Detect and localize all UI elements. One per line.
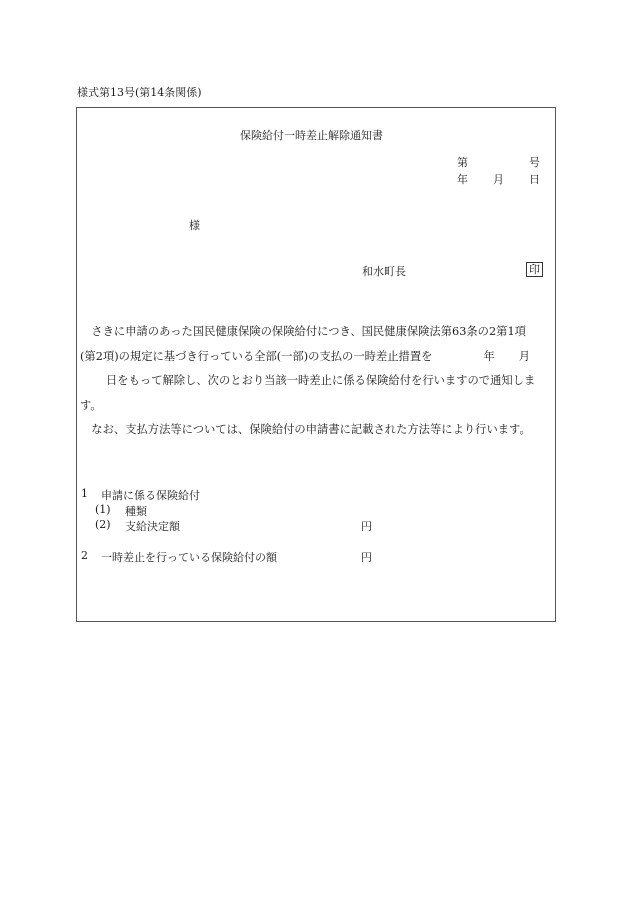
sender-name: 和水町長 <box>362 265 406 278</box>
ref-dai: 第 <box>457 156 468 169</box>
body-line-3: 日をもって解除し、次のとおり当該一時差止に係る保険給付を行いますので通知しま <box>106 374 536 387</box>
item-1-sub-1-label: 種類 <box>125 505 147 518</box>
date-gatsu: 月 <box>493 173 504 186</box>
item-1-sub-1-number: (1) <box>95 503 111 516</box>
item-1-sub-2-unit: 円 <box>361 520 372 533</box>
body-line-2 <box>80 345 552 370</box>
item-1-sub-2-number: (2) <box>95 518 111 531</box>
item-1-sub-2-label: 支給決定額 <box>125 520 180 533</box>
notice-body <box>80 320 552 443</box>
document-title: 保険給付一時差止解除通知書 <box>240 129 383 142</box>
date-nichi: 日 <box>529 173 540 186</box>
body-line-2-text: (第2項)の規定に基づき行っている全部(一部)の支払の一時差止措置を <box>80 349 433 363</box>
item-1-number: 1 <box>81 487 88 500</box>
body-line-2-nen: 年 <box>483 349 495 363</box>
form-number: 様式第13号(第14条関係) <box>77 86 202 99</box>
item-2-number: 2 <box>81 549 88 562</box>
body-line-5: なお、支払方法等については、保険給付の申請書に記載された方法等により行います。 <box>91 423 531 436</box>
addressee-suffix: 様 <box>189 219 200 232</box>
item-2-label: 一時差止を行っている保険給付の額 <box>101 551 277 564</box>
date-nen: 年 <box>457 173 468 186</box>
body-line-2-gatsu: 月 <box>518 349 531 363</box>
item-2-unit: 円 <box>361 551 372 564</box>
body-line-1: さきに申請のあった国民健康保険の保険給付につき、国民健康保険法第63条の2第1項 <box>91 325 526 338</box>
seal-box: 印 <box>526 262 543 277</box>
item-1-label: 申請に係る保険給付 <box>101 489 200 502</box>
body-line-4: す。 <box>80 398 102 412</box>
seal-mark <box>526 262 543 277</box>
ref-go: 号 <box>529 156 540 169</box>
